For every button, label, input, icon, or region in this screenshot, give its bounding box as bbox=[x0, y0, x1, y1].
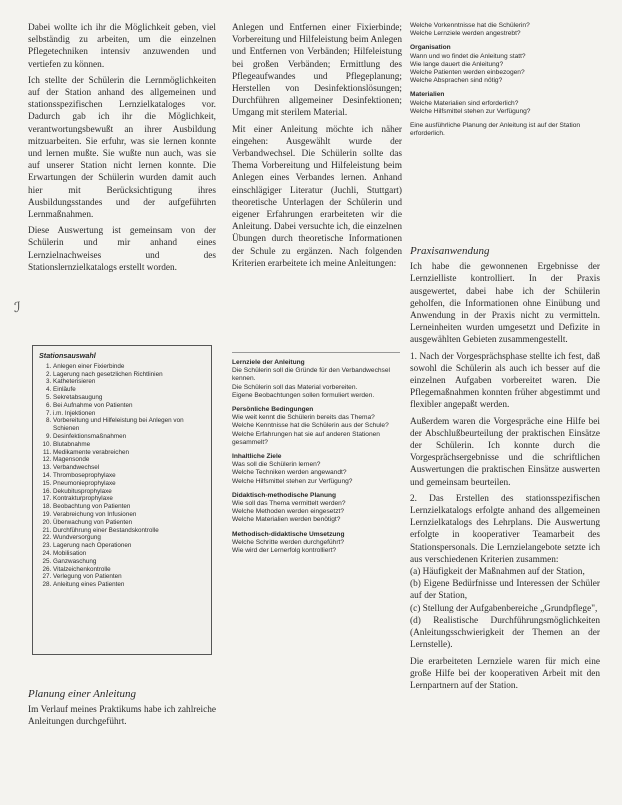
column-left bbox=[28, 22, 216, 274]
list-item: 21. Durchführung einer Bestandskontrolle bbox=[53, 527, 205, 535]
list-item: 4. Einläufe bbox=[53, 386, 205, 394]
list-item: 26. Vitalzeichenkontrolle bbox=[53, 566, 205, 574]
list-item: (b) Eigene Bedürfnisse und Interessen der Schüler auf der Station, bbox=[410, 579, 600, 602]
note-line: Welche Materialien sind erforderlich? bbox=[410, 99, 519, 107]
list-item: 16. Dekubitusprophylaxe bbox=[53, 488, 205, 496]
numbered-point-2: 2. Das Erstellen des stationsspezifischen Lernzielkatalogs erfolgte anhand des allgemeinen Lernzielkatalogs des Lehrplans. Die Auswertung erfolgte in kooperativer Teamarbeit des Stationspersonals. Die Lernzielangebote setzte ich aus verschiedenen Kriterien zusammen: bbox=[410, 493, 600, 565]
column-right-notes bbox=[410, 22, 600, 138]
list-item: 19. Verabreichung von Infusionen bbox=[53, 511, 205, 519]
divider bbox=[232, 352, 400, 353]
paragraph-guidance: Mit einer Anleitung möchte ich näher eingehen: Ausgewählt wurde der Verbandwechsel. Die Schülerin sollte das Thema Vorbereitung und Hilfeleistung beim Anlegen eines Verbandes lernen. Anhand einschlägiger Literatur (Juchli, Stuttgart) theoretische Unterlagen der Schülerin und eigener Erfahrungen erarbeiteten wir die Anleitung. Dabei versuchte ich, die einzelnen Übungen durch theoretische Informationen der Schule zu ergänzen. Nach folgenden Kriterien erarbeitete ich meine Anleitungen: bbox=[232, 124, 402, 269]
numbered-point-1: 1. Nach der Vorgesprächsphase stellte ich fest, daß sowohl die Schülerin als auch ich besser auf die einzelnen Aufgaben vorbereitet waren. Die Pflegemaßnahmen konnten früher abgestimmt und flexibler angepaßt werden. bbox=[410, 351, 600, 411]
criteria-line: Welche Erfahrungen hat sie auf anderen Stationen gesammelt? bbox=[232, 430, 380, 446]
criteria-line: Eigene Beobachtungen sollen formuliert werden. bbox=[232, 391, 375, 399]
criteria-line: Wie wird der Lernerfolg kontrolliert? bbox=[232, 547, 337, 555]
organisation-heading: Organisation bbox=[410, 44, 451, 52]
list-item: 3. Katheterisieren bbox=[53, 378, 205, 386]
section-heading-planning: Planung einer Anleitung bbox=[28, 688, 136, 700]
criteria-line: Wie weit kennt die Schülerin bereits das Thema? bbox=[232, 414, 375, 422]
criteria-heading: Persönliche Bedingungen bbox=[232, 406, 314, 414]
criteria-line: Welche Techniken werden angewandt? bbox=[232, 469, 347, 477]
column-middle bbox=[232, 22, 402, 270]
list-item: 23. Lagerung nach Operationen bbox=[53, 542, 205, 550]
practice-text: Ich habe die gewonnenen Ergebnisse der Lernzielliste kontrolliert. In der Praxis ausgewertet, dabei habe ich der Schülerin geholfen, die Informationen ohne Einübung und Anwendung in der Praxis nicht zu vermitteln. Lerneinheiten wurden umgesetzt und Defizite in ausgewählten Gebieten zusammengestellt. bbox=[410, 262, 600, 346]
closing-text: Die erarbeiteten Lernziele waren für mich eine große Hilfe bei der kooperativen Arbeit mit den Lernpartnern auf der Station. bbox=[410, 656, 600, 691]
note-line: Welche Patienten werden einbezogen? bbox=[410, 69, 525, 77]
list-item: 28. Anleitung eines Patienten bbox=[53, 581, 205, 589]
criteria-line: Welche Hilfsmittel stehen zur Verfügung? bbox=[232, 477, 353, 485]
list-item: 15. Pneumonieprophylaxe bbox=[53, 480, 205, 488]
list-item: (a) Häufigkeit der Maßnahmen auf der Station, bbox=[410, 567, 585, 578]
box-list bbox=[39, 363, 205, 589]
criteria-heading: Lernziele der Anleitung bbox=[232, 359, 305, 366]
criteria-heading: Methodisch-didaktische Umsetzung bbox=[232, 530, 345, 538]
box-title: Stationsauswahl bbox=[39, 351, 96, 360]
list-item: (d) Realistische Durchführungsmöglichkeiten (Anleitungsschwierigkeit der Themen an der Lernstelle). bbox=[410, 615, 600, 651]
list-item: 22. Wundversorgung bbox=[53, 534, 205, 542]
list-item: 6. Bei Aufnahme von Patienten bbox=[53, 402, 205, 410]
list-item: 9. Desinfektionsmaßnahmen bbox=[53, 433, 205, 441]
criteria-list bbox=[232, 348, 400, 555]
list-item: 10. Blutabnahme bbox=[53, 441, 205, 449]
criteria-line: Die Schülerin soll die Gründe für den Verbandwechsel kennen. bbox=[232, 367, 390, 383]
list-item: 24. Mobilisation bbox=[53, 550, 205, 558]
criteria-line: Welche Methoden werden eingesetzt? bbox=[232, 508, 345, 516]
planning-text: Im Verlauf meines Praktikums habe ich zahlreiche Anleitungen durchgeführt. bbox=[28, 705, 216, 728]
list-item: 14. Thromboseprophylaxe bbox=[53, 472, 205, 480]
criteria-line: Wie soll das Thema vermittelt werden? bbox=[232, 500, 346, 508]
criteria-line: Welche Kenntnisse hat die Schülerin aus der Schule? bbox=[232, 422, 389, 430]
note-line: Welche Lernziele werden angestrebt? bbox=[410, 30, 521, 38]
list-item: 20. Überwachung von Patienten bbox=[53, 519, 205, 527]
list-item: 12. Magensonde bbox=[53, 456, 205, 464]
list-item: 7. i.m. Injektionen bbox=[53, 410, 205, 418]
note-line: Welche Vorkenntnisse hat die Schülerin? bbox=[410, 22, 530, 29]
paragraph-intro: Dabei wollte ich ihr die Möglichkeit geben, viel selbständig zu arbeiten, um die einzelnen Pflegetechniken intensiv anzuwenden und vertiefen zu können. bbox=[28, 23, 216, 70]
criteria-heading: Inhaltliche Ziele bbox=[232, 453, 282, 461]
margin-marker-icon: ℐ bbox=[14, 301, 21, 316]
list-item: 17. Kontrakturprophylaxe bbox=[53, 495, 205, 503]
list-item: 5. Sekretabsaugung bbox=[53, 394, 205, 402]
materials-heading: Materialien bbox=[410, 91, 445, 99]
planning-section bbox=[28, 688, 216, 729]
list-item: 2. Lagerung nach gesetzlichen Richtlinien bbox=[53, 371, 205, 379]
note-line: Welche Hilfsmittel stehen zur Verfügung? bbox=[410, 107, 531, 115]
criteria-line: Welche Materialien werden benötigt? bbox=[232, 516, 341, 524]
list-item: 11. Medikamente verabreichen bbox=[53, 449, 205, 457]
criteria-letter-list bbox=[410, 566, 600, 651]
list-item: 13. Verbandwechsel bbox=[53, 464, 205, 472]
note-line: Wann und wo findet die Anleitung statt? bbox=[410, 52, 526, 60]
criteria-line: Welche Schritte werden durchgeführt? bbox=[232, 538, 345, 546]
list-item: 18. Beobachtung von Patienten bbox=[53, 503, 205, 511]
list-item: 8. Vorbereitung und Hilfeleistung bei Anlegen von Schienen bbox=[53, 417, 205, 433]
paragraph-bandage: Anlegen und Entfernen einer Fixierbinde; Vorbereitung und Hilfeleistung beim Anlegen und Entfernen von Verbänden; Hilfeleistung bei großen Verbänden; Ermittlung des Pflegeaufwandes und Pflegeplanung; Herstellen von Desinfektionslösungen; Durchführen allgemeiner Desinfektionen; Umgang mit sterilem Material. bbox=[232, 23, 402, 119]
paragraph-learning-opportunities: Ich stellte der Schülerin die Lernmöglichkeiten auf der Station anhand des allgemeinen und stationsspezifischen Lernzielkataloges vor. Dadurch gab ich ihr die Möglichkeit, verantwortungsbewußt an ihrer Ausbildung mitzuarbeiten. Sie erfuhr, was sie lernen konnte und lernen mußte. Sie wußte nun auch, was sie auf unserer Station nicht lernen konnte. Die Erwartungen der Schülerin wurden damit auch hier mit Berücksichtigung ihres Ausbildungsstandes und der aufgeführten Lernmaßnahmen. bbox=[28, 75, 216, 221]
practice-section bbox=[410, 245, 600, 692]
paragraph-evaluation: Diese Auswertung ist gemeinsam von der Schülerin und mir anhand eines Lernzielnachweises und des Stationslernzielkatalogs erstellt worden. bbox=[28, 226, 216, 273]
criteria-line: Was soll die Schülerin lernen? bbox=[232, 461, 321, 469]
note-line: Wie lange dauert die Anleitung? bbox=[410, 60, 504, 68]
list-item: 1. Anlegen einer Fixierbinde bbox=[53, 363, 205, 371]
note-line: Welche Absprachen sind nötig? bbox=[410, 77, 503, 85]
list-item: 27. Verlegung von Patienten bbox=[53, 573, 205, 581]
criteria-heading: Didaktisch-methodische Planung bbox=[232, 491, 337, 499]
section-heading-practice: Praxisanwendung bbox=[410, 245, 490, 257]
note-line: Eine ausführliche Planung der Anleitung ist auf der Station erforderlich. bbox=[410, 122, 581, 138]
numbered-point-1-continued: Außerdem waren die Vorgespräche eine Hilfe bei der Abschlußbeurteilung der praktischen Einsätze der Schülerin. Ich konnte durch die Vorgesprächsergebnisse und die schriftlichen Auswertungen die praktischen Einsätze auswerten und gemeinsam beurteilen. bbox=[410, 416, 600, 488]
list-item: 25. Ganzwaschung bbox=[53, 558, 205, 566]
criteria-line: Die Schülerin soll das Material vorbereiten. bbox=[232, 383, 358, 391]
list-item: (c) Stellung der Aufgabenbereiche „Grundpflege", bbox=[410, 603, 598, 614]
station-selection-box bbox=[32, 345, 212, 655]
